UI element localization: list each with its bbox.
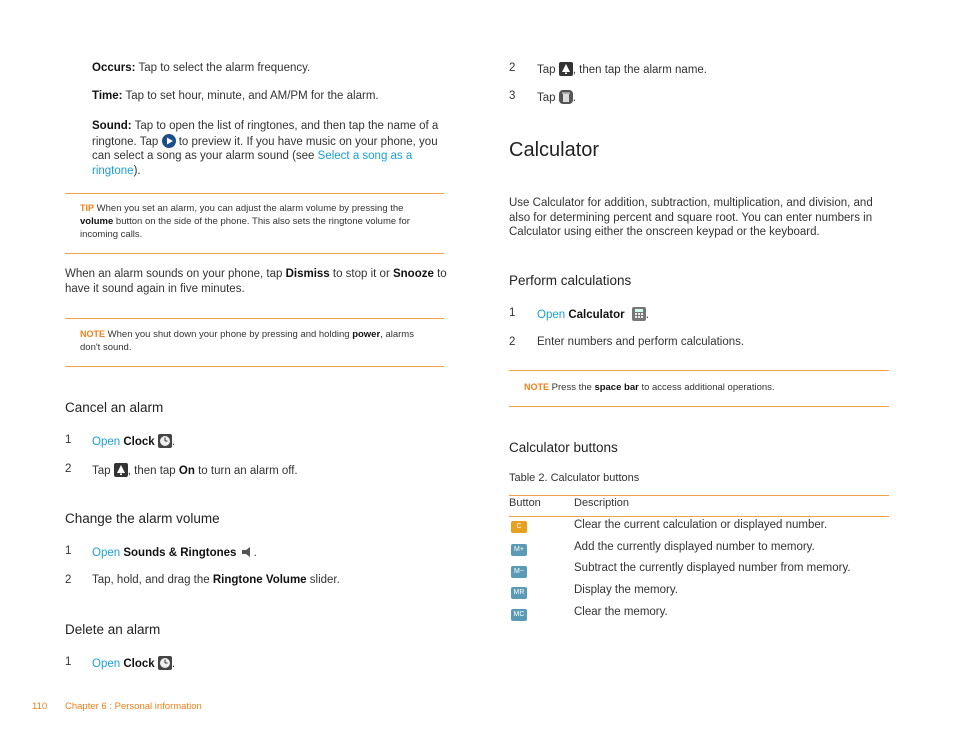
cancel-step2 bbox=[92, 463, 298, 477]
calc-mminus-label: M− bbox=[514, 568, 524, 575]
calculator-icon bbox=[632, 307, 646, 321]
perform-step2-num: 2 bbox=[509, 336, 516, 348]
delete-step2-a: Tap bbox=[537, 64, 556, 76]
open-link[interactable]: Open bbox=[537, 309, 566, 321]
volume-step2-num: 2 bbox=[65, 574, 72, 586]
table-row: Clear the current calculation or displayed number. bbox=[574, 519, 828, 531]
alarm-bell-icon bbox=[559, 62, 573, 76]
tip-box bbox=[80, 202, 440, 241]
note-bold: power bbox=[352, 329, 381, 340]
clock-icon bbox=[158, 434, 172, 448]
delete-step2-b: , then tap the alarm name. bbox=[572, 64, 707, 76]
sound-line2a: ringtone. Tap bbox=[92, 135, 159, 148]
perform-step1-end: . bbox=[645, 309, 649, 321]
cancel-heading: Cancel an alarm bbox=[65, 400, 164, 415]
chapter-footer: Chapter 6 : Personal information bbox=[65, 701, 202, 712]
note-top-rule bbox=[65, 318, 444, 319]
delete-step2 bbox=[537, 62, 707, 76]
table-caption: Table 2. Calculator buttons bbox=[509, 472, 640, 484]
calculator-app-name: Calculator bbox=[568, 309, 625, 321]
table-top-rule bbox=[509, 495, 889, 496]
tip-line3: incoming calls. bbox=[80, 229, 143, 240]
open-link[interactable]: Open bbox=[92, 436, 121, 448]
delete-step1 bbox=[92, 656, 175, 670]
sounds-icon bbox=[240, 545, 254, 559]
calc-mc-label: MC bbox=[513, 611, 525, 618]
volume-step1-end: . bbox=[253, 547, 257, 559]
space-bar-bold: space bar bbox=[594, 382, 639, 393]
calc-note-box bbox=[524, 381, 775, 394]
note-label: NOTE bbox=[80, 329, 106, 339]
alarm-sounds-paragraph bbox=[65, 267, 450, 296]
table-header-description: Description bbox=[574, 497, 630, 509]
sounds-app-name: Sounds & Ringtones bbox=[123, 547, 237, 559]
cancel-step1-end: . bbox=[171, 436, 176, 448]
volume-heading: Change the alarm volume bbox=[65, 511, 220, 526]
table-header-button: Button bbox=[509, 497, 541, 509]
sound-line3: can select a song as your alarm sound (see bbox=[92, 150, 315, 162]
tip-top-rule bbox=[65, 193, 444, 194]
calc-note-b: to access additional operations. bbox=[641, 382, 775, 393]
cancel-step1 bbox=[92, 434, 175, 448]
table-row: Add the currently displayed number to memory. bbox=[574, 541, 815, 553]
table-row: Clear the memory. bbox=[574, 606, 668, 618]
play-icon[interactable] bbox=[162, 134, 176, 148]
perform-step1 bbox=[537, 307, 649, 321]
delete-step3-a: Tap bbox=[537, 92, 556, 104]
alarm-bell-icon bbox=[114, 463, 128, 477]
dismiss-bold: Dismiss bbox=[285, 268, 330, 280]
cancel-step2-b: , then tap bbox=[127, 465, 176, 477]
buttons-heading: Calculator buttons bbox=[509, 440, 618, 455]
note-line1b: , alarms bbox=[380, 329, 414, 340]
table-row: Subtract the currently displayed number from memory. bbox=[574, 562, 851, 574]
volume-step2 bbox=[92, 574, 340, 586]
delete-step3-end: . bbox=[572, 92, 576, 104]
sound-label: Sound: bbox=[92, 120, 132, 132]
calc-mplus-label: M+ bbox=[514, 546, 524, 553]
delete-step3-num: 3 bbox=[509, 90, 516, 102]
open-link[interactable]: Open bbox=[92, 547, 121, 559]
delete-step1-num: 1 bbox=[65, 656, 72, 668]
time-paragraph bbox=[92, 90, 379, 102]
calc-mr-label: MR bbox=[513, 589, 525, 596]
calc-mminus-button bbox=[511, 566, 527, 578]
calc-clear-button bbox=[511, 521, 527, 533]
sound-paragraph bbox=[92, 119, 452, 178]
select-song-link[interactable]: Select a song as a bbox=[317, 150, 413, 162]
table-header-rule bbox=[509, 516, 889, 517]
calc-clear-label: C bbox=[516, 523, 522, 530]
calculator-intro bbox=[509, 196, 889, 240]
volume-step2-a: Tap, hold, and drag the bbox=[92, 574, 210, 586]
alarm-sounds-a: When an alarm sounds on your phone, tap bbox=[65, 268, 283, 280]
tip-line2: button on the side of the phone. This also sets the ringtone volume for bbox=[115, 216, 410, 227]
ringtone-link[interactable]: ringtone bbox=[92, 164, 134, 177]
ringtone-volume-bold: Ringtone Volume bbox=[212, 574, 307, 586]
calc-note-top-rule bbox=[509, 370, 889, 371]
clock-app-name: Clock bbox=[123, 436, 155, 448]
on-bold: On bbox=[178, 465, 195, 477]
perform-step2: Enter numbers and perform calculations. bbox=[537, 336, 745, 348]
alarm-sounds-b: to stop it or bbox=[332, 268, 390, 280]
volume-step1 bbox=[92, 545, 257, 559]
occurs-label: Occurs: bbox=[92, 62, 136, 74]
delete-step3 bbox=[537, 90, 576, 104]
cancel-step1-num: 1 bbox=[65, 434, 72, 446]
alarm-sounds-c: to bbox=[437, 268, 447, 280]
calc-mr-button bbox=[511, 587, 527, 599]
tip-bold: volume bbox=[80, 216, 114, 227]
intro-line1: Use Calculator for addition, subtraction, multiplication, and division, and bbox=[509, 197, 873, 209]
perform-heading: Perform calculations bbox=[509, 273, 632, 288]
occurs-paragraph bbox=[92, 62, 310, 74]
volume-step2-c: slider. bbox=[309, 574, 340, 586]
cancel-step2-num: 2 bbox=[65, 463, 72, 475]
sound-line2b: to preview it. If you have music on your phone, you bbox=[178, 135, 438, 148]
alarm-sounds-line2: have it sound again in five minutes. bbox=[65, 282, 245, 295]
calc-note-label: NOTE bbox=[524, 382, 550, 392]
calc-note-bottom-rule bbox=[509, 406, 889, 407]
delete-heading: Delete an alarm bbox=[65, 622, 161, 637]
calc-mc-button bbox=[511, 609, 527, 621]
calc-mplus-button bbox=[511, 544, 527, 556]
tip-bottom-rule bbox=[65, 253, 444, 254]
time-text: Tap to set hour, minute, and AM/PM for the alarm. bbox=[125, 90, 379, 102]
calc-note-a: Press the bbox=[551, 382, 592, 393]
clock-icon bbox=[158, 656, 172, 670]
note-line1: When you shut down your phone by pressing and holding bbox=[107, 329, 350, 340]
page-number: 110 bbox=[32, 701, 48, 712]
intro-line2: also for determining percent and square root. You can enter numbers in bbox=[509, 211, 873, 224]
perform-step1-num: 1 bbox=[509, 307, 516, 319]
trash-icon bbox=[559, 90, 573, 104]
calculator-title: Calculator bbox=[509, 139, 600, 161]
clock-app-name: Clock bbox=[123, 658, 155, 670]
delete-step2-num: 2 bbox=[509, 62, 516, 74]
note-box bbox=[80, 328, 440, 354]
delete-step1-end: . bbox=[171, 658, 176, 670]
intro-line3: Calculator using either the onscreen keypad or the keyboard. bbox=[509, 226, 820, 238]
cancel-step2-a: Tap bbox=[92, 465, 111, 477]
table-row: Display the memory. bbox=[574, 584, 678, 596]
volume-step1-num: 1 bbox=[65, 545, 72, 557]
tip-label: TIP bbox=[80, 203, 95, 213]
cancel-step2-c: to turn an alarm off. bbox=[198, 465, 298, 477]
open-link[interactable]: Open bbox=[92, 658, 121, 670]
note-bottom-rule bbox=[65, 366, 444, 367]
sound-end: ). bbox=[133, 164, 141, 177]
tip-line1: When you set an alarm, you can adjust the alarm volume by pressing the bbox=[96, 203, 404, 214]
sound-line1: Tap to open the list of ringtones, and then tap the name of a bbox=[134, 120, 439, 132]
time-label: Time: bbox=[92, 90, 123, 102]
snooze-bold: Snooze bbox=[392, 268, 434, 280]
occurs-text: Tap to select the alarm frequency. bbox=[138, 62, 311, 74]
note-line2: don't sound. bbox=[80, 342, 132, 353]
